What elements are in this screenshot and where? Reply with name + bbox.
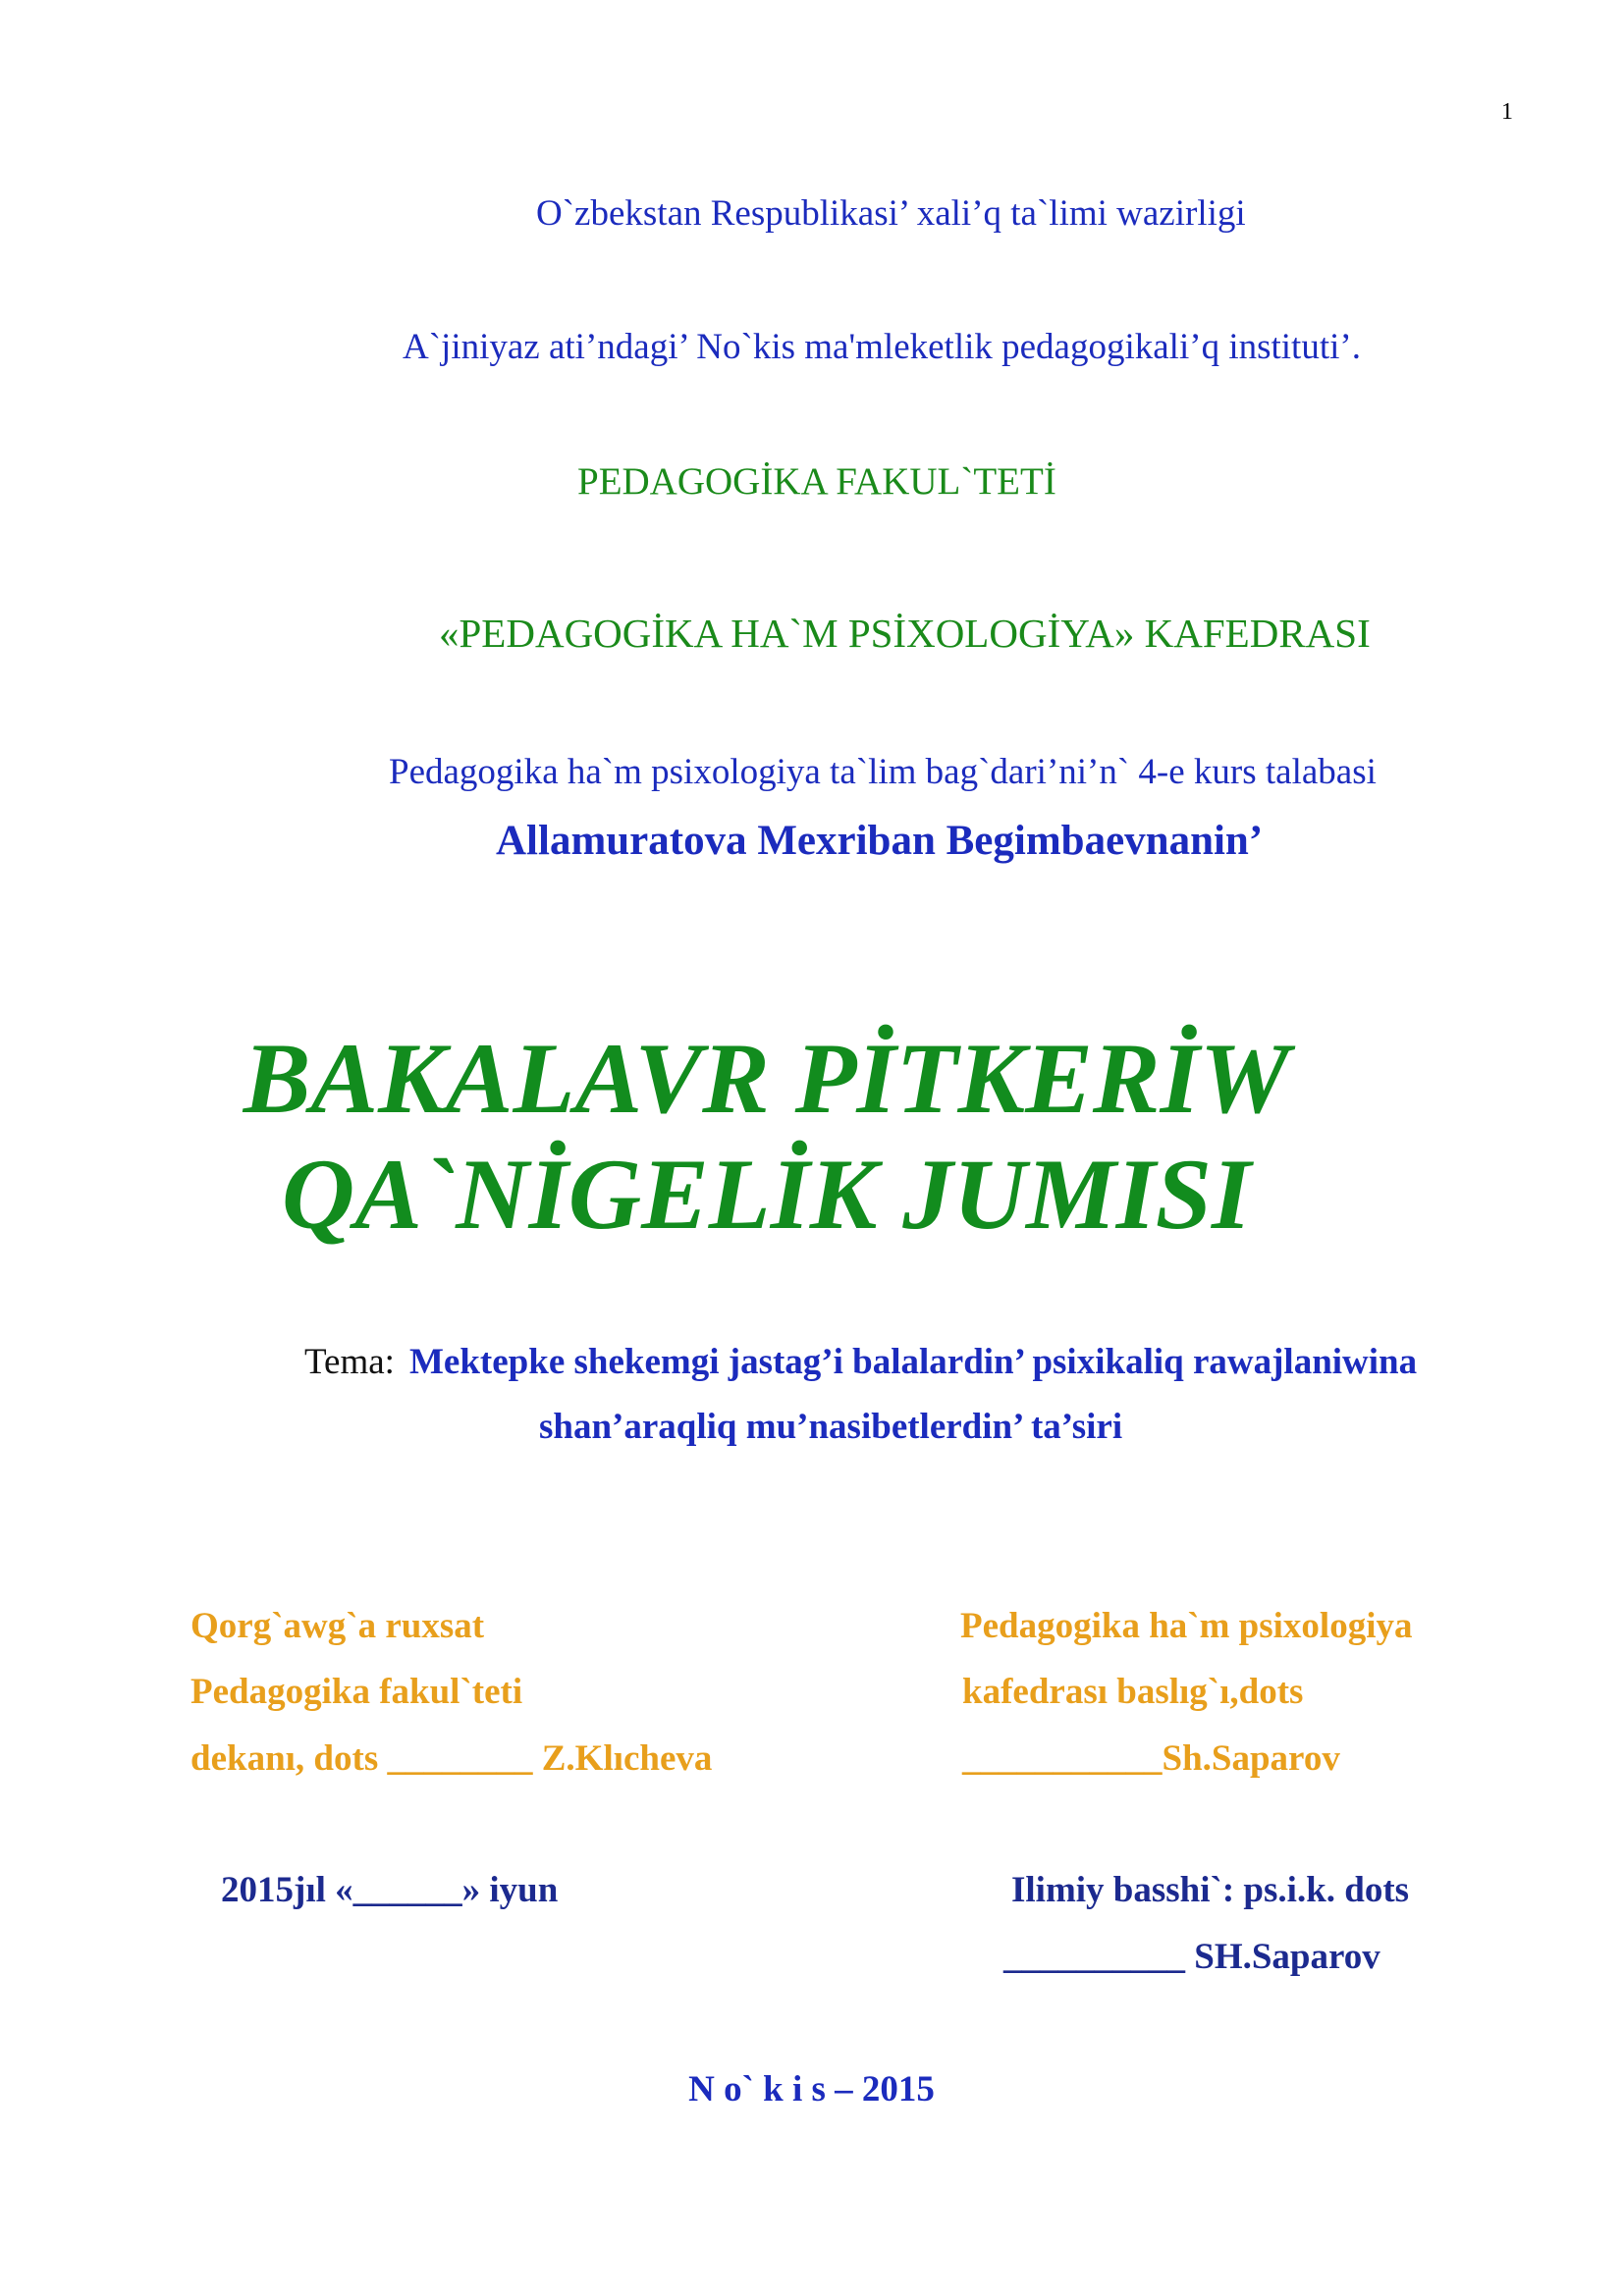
advisor-line-1: Ilimiy basshi`: ps.i.k. dots — [1011, 1870, 1410, 1910]
approval-right-line-3: ___________Sh.Saparov — [962, 1738, 1340, 1779]
advisor-line-2: __________ SH.Saparov — [1003, 1937, 1380, 1977]
department-heading: «PEDAGOGİKA HA`M PSİXOLOGİYA» KAFEDRASI — [439, 611, 1371, 656]
document-title-line-1: BAKALAVR PİTKERİW — [243, 1023, 1290, 1135]
approval-right-line-1: Pedagogika ha`m psixologiya — [960, 1606, 1413, 1646]
topic-text-line-1: Mektepke shekemgi jastag’i balalardin’ psixikaliq rawajlaniwina — [409, 1342, 1418, 1382]
document-title-line-2: QA`NİGELİK JUMISI — [281, 1139, 1252, 1251]
topic-label: Tema: — [304, 1342, 395, 1382]
approval-right-line-2: kafedrası baslıg`ı,dots — [962, 1672, 1304, 1712]
approval-left-line-3: dekanı, dots ________ Z.Klıcheva — [190, 1738, 713, 1779]
date-line: 2015jıl «______» iyun — [221, 1870, 559, 1910]
page-number: 1 — [1501, 99, 1513, 125]
student-name: Allamuratova Mexriban Begimbaevnanin’ — [496, 818, 1264, 864]
approval-left-line-1: Qorg`awg`a ruxsat — [190, 1606, 485, 1646]
institute-heading: A`jiniyaz ati’ndagi’ No`kis ma'mleketlik pedagogikali’q instituti’. — [403, 327, 1361, 367]
approval-left-line-2: Pedagogika fakul`teti — [190, 1672, 523, 1712]
ministry-heading: O`zbekstan Respublikasi’ xali’q ta`limi wazirligi — [536, 193, 1246, 234]
city-year: N o` k i s – 2015 — [688, 2069, 935, 2109]
faculty-heading: PEDAGOGİKA FAKUL`TETİ — [577, 460, 1056, 503]
student-description: Pedagogika ha`m psixologiya ta`lim bag`dari’ni’n` 4-e kurs talabasi — [389, 752, 1377, 792]
topic-text-line-2: shan’araqliq mu’nasibetlerdin’ ta’siri — [539, 1407, 1123, 1447]
